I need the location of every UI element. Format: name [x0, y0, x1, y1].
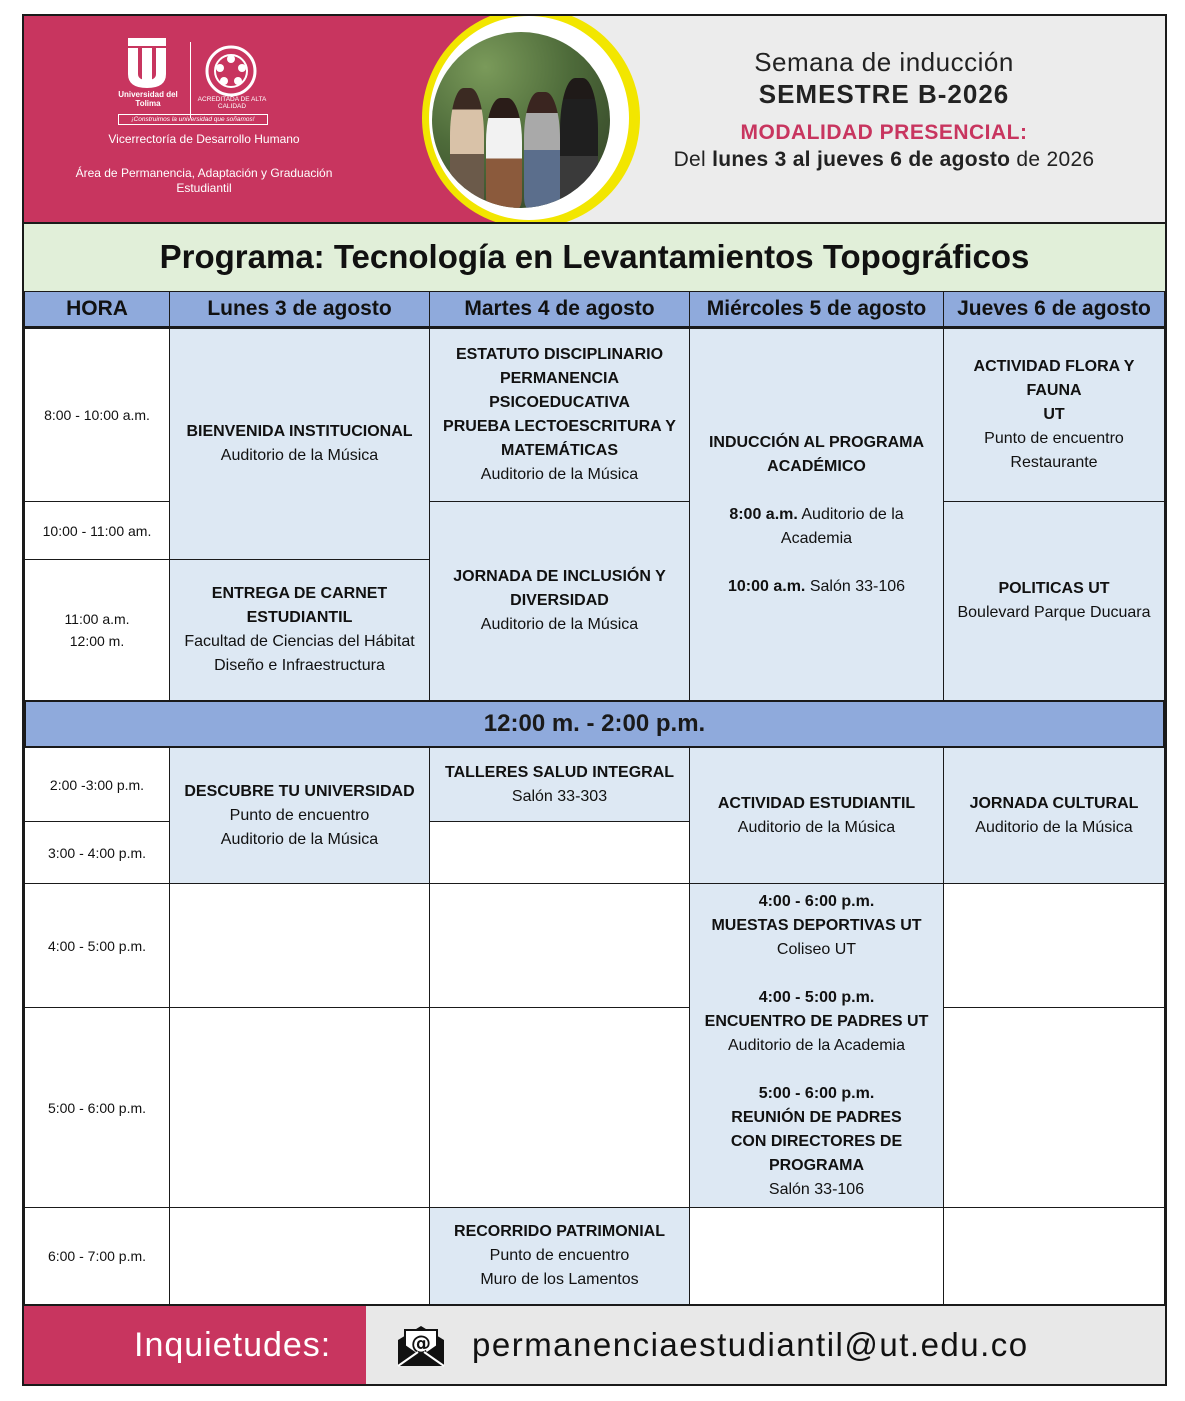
event-title: PSICOEDUCATIVA: [489, 394, 630, 411]
email-at-icon: [396, 1322, 446, 1368]
time-slot: [24, 559, 170, 701]
time-slot: [24, 501, 170, 560]
student-figure: [560, 78, 598, 208]
program-title: Programa: Tecnología en Levantamientos Topográficos: [24, 222, 1165, 291]
schedule-poster: [22, 14, 1167, 1386]
time-label: 2:00 -3:00 p.m.: [49, 776, 145, 793]
time-label: 4:00 - 5:00 p.m.: [47, 937, 147, 954]
event-place: Auditorio de la: [797, 505, 904, 523]
empty-cell: [169, 1007, 430, 1208]
time-label: 8:00 - 10:00 a.m.: [44, 407, 150, 423]
time-slot: [24, 1207, 170, 1305]
event-place: Salón 33-106: [805, 577, 906, 595]
event-title: CON DIRECTORES DE: [730, 1132, 903, 1150]
lunch-break-bar: 12:00 m. - 2:00 p.m.: [24, 700, 1165, 748]
event-place: Academia: [780, 529, 853, 547]
vicerrectoria-name: Vicerrectoría de Desarrollo Humano: [108, 132, 300, 146]
date-suffix: de 2026: [1010, 148, 1095, 171]
event-place: Punto de encuentro: [489, 1247, 630, 1264]
time-label: 10:00 - 11:00 am.: [42, 522, 152, 539]
event-place: Salón 33-303: [511, 787, 608, 805]
date-range: [624, 146, 1144, 174]
time-slot: [24, 883, 170, 1008]
event-title: UT: [1043, 406, 1065, 423]
empty-cell: [429, 1007, 690, 1208]
time-label: 5:00 - 6:00 p.m.: [47, 1099, 147, 1116]
column-header-tuesday: Martes 4 de agosto: [429, 291, 690, 327]
event-title: ACTIVIDAD FLORA Y FAUNA: [973, 358, 1135, 399]
date-bold: lunes 3 al jueves 6 de agosto: [712, 148, 1011, 171]
event-title: INDUCCIÓN AL PROGRAMA: [708, 433, 925, 451]
schedule-table: [24, 291, 1165, 1305]
event-place: Restaurante: [1010, 454, 1098, 471]
event-heading: [624, 46, 1144, 174]
event-time-place: [728, 575, 905, 599]
event-title: PERMANENCIA: [499, 370, 620, 387]
column-header-hora: HORA: [24, 291, 170, 327]
empty-cell: [429, 821, 690, 884]
event-title: ACADÉMICO: [767, 457, 866, 475]
event-afternoon-block: [689, 883, 944, 1208]
semester-title: SEMESTRE B-2026: [758, 79, 1010, 109]
event-title: ESTUDIANTIL: [246, 609, 353, 626]
event-place: Auditorio de la Música: [480, 466, 639, 483]
time-label: 11:00 a.m.: [64, 611, 130, 627]
contact-footer: [24, 1305, 1165, 1384]
event-time: 4:00 - 6:00 p.m.: [758, 892, 875, 910]
header-banner: [24, 16, 1165, 222]
empty-cell: [429, 883, 690, 1008]
event-place: Punto de encuentro: [229, 806, 370, 824]
event-cultural-day: [943, 747, 1165, 884]
event-title: DIVERSIDAD: [510, 592, 609, 609]
university-motto: ¡Construimos la universidad que soñamos!: [118, 114, 268, 125]
accreditation-seal-icon: [204, 44, 258, 98]
event-place: Boulevard Parque Ducuara: [957, 604, 1151, 621]
ut-logo-icon: [124, 38, 170, 90]
event-place: Coliseo UT: [776, 940, 857, 958]
event-discover-university: [169, 747, 430, 884]
event-place: Auditorio de la Música: [220, 830, 379, 848]
time-label: 6:00 - 7:00 p.m.: [47, 1248, 147, 1264]
university-name: Universidad del Tolima: [118, 90, 178, 108]
event-flora-fauna: [943, 327, 1165, 502]
event-title: MUESTAS DEPORTIVAS UT: [711, 916, 922, 934]
event-title: MATEMÁTICAS: [500, 442, 619, 459]
empty-cell: [169, 883, 430, 1008]
institution-logos: [24, 16, 364, 222]
area-name: Área de Permanencia, Adaptación y Graduación Estudiantil: [75, 166, 333, 195]
column-header-thursday: Jueves 6 de agosto: [943, 291, 1165, 327]
event-carnet: [169, 559, 430, 701]
event-welcome: [169, 327, 430, 560]
event-time: 4:00 - 5:00 p.m.: [758, 988, 875, 1006]
svg-text:@: @: [411, 1331, 431, 1355]
event-policies: [943, 501, 1165, 701]
event-title: BIENVENIDA INSTITUCIONAL: [186, 423, 413, 440]
time-slot: [24, 327, 170, 502]
event-title: JORNADA CULTURAL: [969, 794, 1139, 812]
column-header-wednesday: Miércoles 5 de agosto: [689, 291, 944, 327]
event-time: 10:00 a.m.: [727, 577, 806, 595]
event-inclusion: [429, 501, 690, 701]
time-slot: [24, 1007, 170, 1208]
event-place: Diseño e Infraestructura: [214, 657, 385, 674]
event-title: PROGRAMA: [768, 1156, 865, 1174]
empty-cell: [943, 883, 1165, 1008]
event-title: PRUEBA LECTOESCRITURA Y: [443, 418, 676, 435]
event-statute: [429, 327, 690, 502]
event-place: Auditorio de la Música: [220, 447, 379, 464]
time-slot: [24, 821, 170, 884]
students-photo: [432, 32, 610, 208]
event-place: Salón 33-106: [768, 1180, 865, 1198]
event-place: Auditorio de la Música: [480, 616, 639, 633]
student-figure: [486, 98, 522, 208]
event-place: Punto de encuentro: [984, 430, 1124, 447]
contact-label: Inquietudes:: [24, 1306, 366, 1385]
event-place: Auditorio de la Música: [737, 818, 896, 836]
event-title: ENCUENTRO DE PADRES UT: [704, 1012, 929, 1030]
event-place: Facultad de Ciencias del Hábitat: [184, 633, 415, 650]
event-title: REUNIÓN DE PADRES: [731, 1108, 902, 1126]
column-header-monday: Lunes 3 de agosto: [169, 291, 430, 327]
time-label: 3:00 - 4:00 p.m.: [47, 844, 147, 861]
induction-week-title: Semana de inducción: [754, 47, 1014, 77]
time-slot: [24, 747, 170, 822]
event-title: POLITICAS UT: [998, 580, 1110, 597]
date-prefix: Del: [673, 148, 713, 171]
modality-label: MODALIDAD PRESENCIAL:: [740, 121, 1028, 144]
event-heritage-tour: [429, 1207, 690, 1305]
accreditation-text: ACREDITADA DE ALTA CALIDAD: [197, 96, 267, 110]
empty-cell: [943, 1207, 1165, 1305]
event-time: 5:00 - 6:00 p.m.: [758, 1084, 875, 1102]
empty-cell: [943, 1007, 1165, 1208]
event-title: ACTIVIDAD ESTUDIANTIL: [717, 794, 916, 812]
student-figure: [524, 92, 560, 208]
event-title: ESTATUTO DISCIPLINARIO: [455, 346, 664, 363]
event-title: TALLERES SALUD INTEGRAL: [444, 763, 675, 781]
event-time: 8:00 a.m.: [729, 505, 798, 523]
event-place: Muro de los Lamentos: [480, 1271, 639, 1288]
event-place: Auditorio de la Música: [975, 818, 1133, 836]
event-title: JORNADA DE INCLUSIÓN Y: [453, 568, 666, 585]
event-title: RECORRIDO PATRIMONIAL: [454, 1223, 665, 1240]
empty-cell: [689, 1207, 944, 1305]
event-program-induction: [689, 327, 944, 701]
empty-cell: [169, 1207, 430, 1305]
event-title: ENTREGA DE CARNET: [211, 585, 388, 602]
event-title: DESCUBRE TU UNIVERSIDAD: [184, 782, 415, 800]
logo-divider: [190, 42, 191, 118]
time-label: 12:00 m.: [69, 633, 125, 649]
event-student-activity: [689, 747, 944, 884]
event-health-workshops: [429, 747, 690, 822]
student-figure: [450, 88, 484, 208]
contact-email[interactable]: permanenciaestudiantil@ut.edu.co: [472, 1326, 1029, 1363]
event-time-place: [729, 503, 903, 527]
event-place: Auditorio de la Academia: [728, 1036, 905, 1054]
